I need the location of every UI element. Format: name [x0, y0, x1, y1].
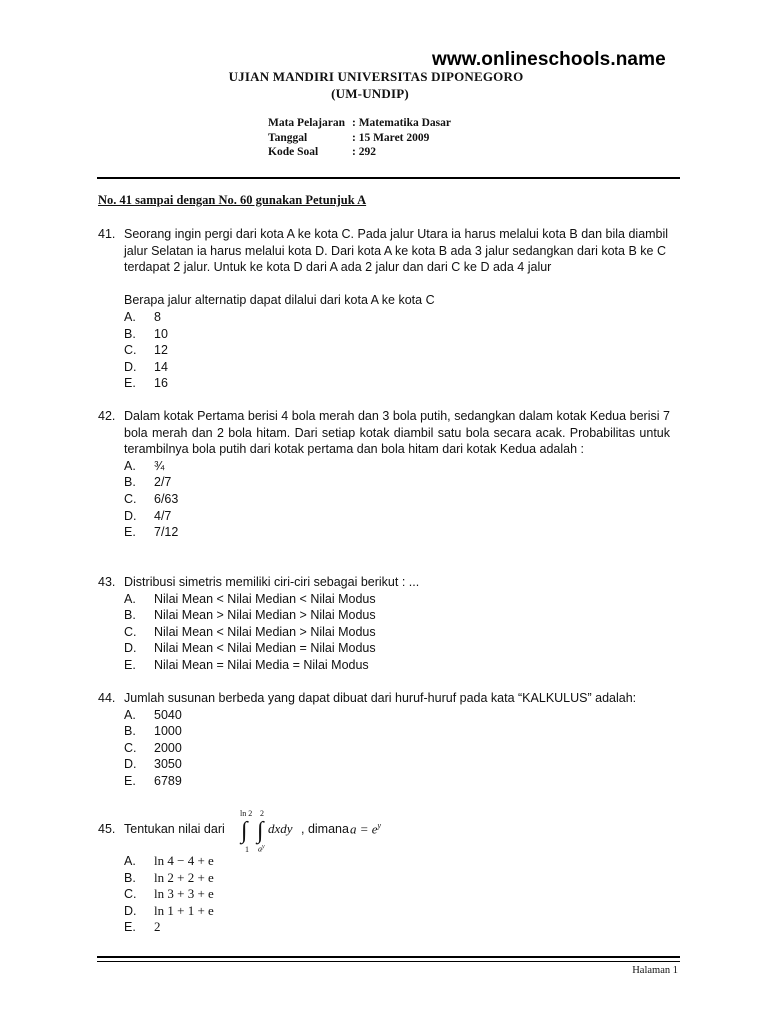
- option-letter: D.: [124, 359, 137, 374]
- option-letter: C.: [124, 491, 137, 506]
- question-text: Seorang ingin pergi dari kota A ke kota C. Pada jalur Utara ia harus melalui kota B dan bila diambil jalur Selatan ia harus melalui kota D. Dari kota A ke kota B ada 3 jalur sedangkan dari kota B ke C terdapat 2 jalur. Untuk ke kota D dari A ada 2 jalur dan dari C ke D ada 4 jalur: [124, 227, 669, 275]
- question-number: 44.: [98, 691, 116, 705]
- option-letter: A.: [124, 707, 136, 722]
- option: [124, 342, 670, 359]
- question-43: [98, 574, 670, 674]
- option-letter: E.: [124, 657, 136, 672]
- option-value: Nilai Mean < Nilai Median = Nilai Modus: [154, 641, 376, 656]
- option-letter: E.: [124, 773, 136, 788]
- option: [124, 756, 670, 773]
- option-value: 5040: [154, 707, 182, 722]
- meta-value: : Matematika Dasar: [352, 117, 452, 129]
- site-url: www.onlineschools.name: [432, 49, 666, 70]
- option-letter: A.: [124, 309, 136, 324]
- option-letter: D.: [124, 508, 137, 523]
- option-letter: B.: [124, 475, 136, 490]
- option-letter: B.: [124, 870, 136, 885]
- option: [124, 524, 670, 541]
- option: [124, 657, 670, 674]
- exam-title: UJIAN MANDIRI UNIVERSITAS DIPONEGORO: [228, 69, 524, 84]
- integral-sign-inner: ∫: [257, 818, 264, 844]
- outer-upper-limit: ln 2: [240, 809, 253, 818]
- option-value: 1000: [154, 724, 182, 739]
- footer-divider-thin: [97, 961, 680, 962]
- integrand: dxdy: [268, 821, 293, 836]
- meta-row-date: [268, 131, 451, 146]
- integral-sign-outer: ∫: [241, 818, 248, 844]
- option-value: 7/12: [154, 525, 179, 540]
- option-letter: E.: [124, 920, 136, 935]
- option-letter: B.: [124, 608, 136, 623]
- option-value: 6789: [154, 773, 182, 788]
- option: [124, 508, 670, 525]
- question-44: [98, 690, 670, 790]
- option-value: Nilai Mean < Nilai Median < Nilai Modus: [154, 591, 376, 606]
- option-value: 8: [154, 309, 161, 324]
- option: [124, 740, 670, 757]
- where-text: , dimana: [301, 822, 349, 836]
- option: [124, 309, 670, 326]
- question-number: 41.: [98, 227, 116, 241]
- meta-label: Kode Soal: [268, 146, 319, 158]
- meta-label: Mata Pelajaran: [268, 117, 345, 129]
- question-text: Jumlah susunan berbeda yang dapat dibuat dari huruf-huruf pada kata “KALKULUS” adalah:: [124, 691, 637, 705]
- double-integral: [238, 808, 398, 854]
- option-value: 2000: [154, 740, 182, 755]
- question-text: Distribusi simetris memiliki ciri-ciri sebagai berikut : ...: [124, 575, 420, 589]
- option: [124, 903, 670, 920]
- option-value: 10: [154, 326, 168, 341]
- meta-value: : 15 Maret 2009: [352, 131, 430, 144]
- option: [124, 359, 670, 376]
- inner-upper-limit: 2: [260, 809, 264, 818]
- option-letter: D.: [124, 903, 137, 918]
- question-41: [98, 226, 670, 392]
- option-letter: B.: [124, 326, 136, 341]
- option-letter: E.: [124, 525, 136, 540]
- option-letter: C.: [124, 343, 137, 358]
- option-letter: C.: [124, 624, 137, 639]
- condition: $a = e^y$: [350, 821, 382, 837]
- option: [124, 707, 670, 724]
- option-letter: E.: [124, 376, 136, 391]
- question-45-options: [98, 853, 670, 936]
- option-value: 2/7: [154, 475, 172, 490]
- header-divider: [97, 177, 680, 179]
- option: [124, 773, 670, 790]
- option-letter: A.: [124, 458, 136, 473]
- option: [124, 886, 670, 903]
- option-value: ln 4 − 4 + e: [154, 853, 214, 868]
- option-value: 3050: [154, 757, 182, 772]
- exam-subtitle: (UM-UNDIP): [331, 86, 409, 101]
- exam-meta: [268, 116, 451, 160]
- question-number: 45.: [98, 822, 116, 836]
- outer-lower-limit: 1: [245, 845, 249, 854]
- option-value: 12: [154, 343, 168, 358]
- option-value: ln 2 + 2 + e: [154, 869, 214, 885]
- question-number: 43.: [98, 575, 116, 589]
- option: [124, 624, 670, 641]
- option: [124, 723, 670, 740]
- option-value: 2: [154, 919, 161, 935]
- option: [124, 919, 670, 936]
- meta-value: : 292: [352, 146, 376, 158]
- option-letter: A.: [124, 591, 136, 606]
- question-text: Tentukan nilai dari: [124, 822, 225, 836]
- option: [124, 458, 670, 475]
- meta-row-subject: [268, 116, 451, 131]
- option-value: Nilai Mean > Nilai Median > Nilai Modus: [154, 608, 376, 623]
- question-number: 42.: [98, 409, 116, 423]
- option-value: Nilai Mean < Nilai Median > Nilai Modus: [154, 624, 376, 639]
- option-value: 16: [154, 376, 168, 391]
- option-letter: D.: [124, 641, 137, 656]
- option-letter: A.: [124, 854, 136, 868]
- option-letter: D.: [124, 757, 137, 772]
- option-letter: C.: [124, 887, 137, 902]
- option-value: Nilai Mean = Nilai Media = Nilai Modus: [154, 657, 369, 672]
- option-letter: B.: [124, 724, 136, 739]
- option: [124, 326, 670, 343]
- question-42: [98, 408, 670, 541]
- option: [124, 474, 670, 491]
- option: [124, 640, 670, 657]
- option: [124, 491, 670, 508]
- page-number: Halaman 1: [632, 965, 678, 976]
- option-value: 6/63: [154, 491, 179, 506]
- option-value: ¾: [154, 458, 165, 473]
- option-value: 4/7: [154, 508, 172, 523]
- option-value: 14: [154, 359, 168, 374]
- option: [124, 853, 670, 870]
- question-prompt: Berapa jalur alternatip dapat dilalui dari kota A ke kota C: [124, 293, 435, 308]
- option: [124, 870, 670, 887]
- option-letter: C.: [124, 740, 137, 755]
- meta-label: Tanggal: [268, 131, 308, 144]
- option-value: ln 1 + 1 + e: [154, 902, 214, 918]
- question-text: Dalam kotak Pertama berisi 4 bola merah dan 3 bola putih, sedangkan dalam kotak Kedua berisi 7 bola merah dan 2 bola hitam. Dari setiap kotak diambil satu bola secara acak. Probabilitas untuk terambilnya bola putih dari kotak pertama dan bola hitam dari kotak Kedua adalah :: [124, 409, 670, 457]
- footer-divider: [97, 956, 680, 958]
- inner-lower-limit: $a^y$: [258, 844, 265, 854]
- option: [124, 607, 670, 624]
- meta-row-code: [268, 145, 451, 160]
- instruction: No. 41 sampai dengan No. 60 gunakan Petunjuk A: [98, 193, 367, 207]
- option: [124, 375, 670, 392]
- option: [124, 591, 670, 608]
- option-value: ln 3 + 3 + e: [154, 886, 214, 902]
